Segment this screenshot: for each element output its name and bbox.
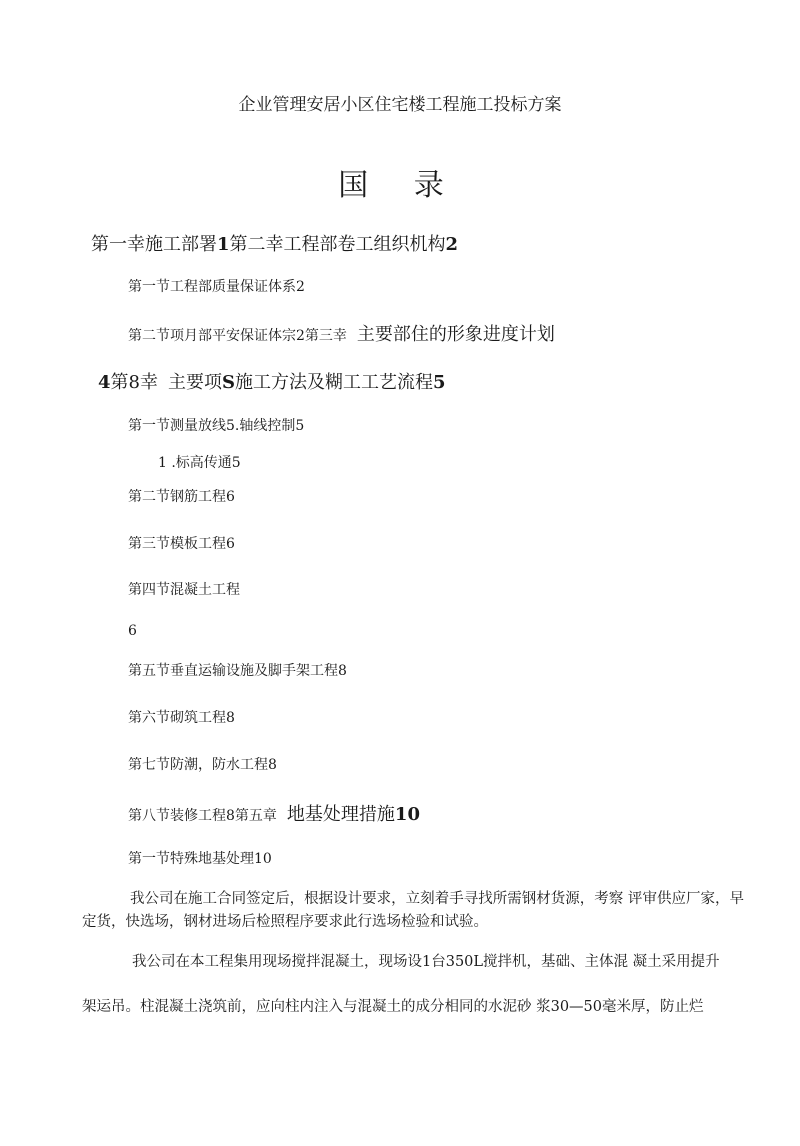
body-paragraph-steel: 我公司在施工合同签定后，根据设计要求，立刻着手寻找所需钢材货源，考察 评审供应厂家，早定货，快选场，钢材进场后检照程序要求此行选场检验和试验。 [82, 891, 744, 930]
toc-line-section: 第一节特殊地基处理10 [128, 851, 272, 867]
toc-chapter-4-title-a: 主要项 [167, 372, 222, 393]
toc-line-subsection: 1 .标高传通5 [158, 455, 241, 471]
toc-heading: 国 录 [338, 168, 462, 203]
toc-line-section: 第一节工程部质量保证体系2 [128, 279, 305, 295]
toc-line-section: 第七节防潮，防水工程8 [128, 757, 277, 773]
toc-line-section: 第一节测量放线5.轴线控制5 [128, 418, 305, 434]
toc-chapter-5-title: 地基处理措施 [286, 804, 395, 825]
toc-line-section: 第六节砌筑工程8 [128, 710, 235, 726]
toc-chapter-4-label: 第8幸 [110, 372, 158, 393]
body-paragraph-column: 架运吊。柱混凝土浇筑前，应向柱内注入与混凝土的成分相同的水泥砂 浆30—50毫米厚，防止烂 [82, 999, 704, 1015]
toc-line-section: 第三节模板工程6 [128, 536, 235, 552]
toc-chapter-1-page: 1 [217, 234, 230, 255]
body-paragraph-concrete: 我公司在本工程集用现场搅拌混凝土，现场设1台350L搅拌机，基础、主体混 凝土采用提升 [132, 954, 720, 970]
toc-line-section: 第二节钢筋工程6 [128, 489, 235, 505]
toc-line-page-number: 6 [128, 623, 137, 639]
toc-chapter-4-page: 5 [432, 372, 446, 393]
document-title: 企业管理安居小区住宅楼工程施工投标方案 [238, 95, 562, 115]
toc-section-text: 第八节装修工程8第五章 [128, 808, 277, 824]
toc-chapter-5-page: 10 [394, 804, 420, 825]
toc-section-text: 第二节项月部平安保证体宗2第三幸 [128, 328, 347, 344]
toc-line-chapter-4 [98, 368, 446, 394]
toc-chapter-1-title: 第一幸施工部署 [91, 234, 217, 255]
toc-line-chapter-1-2 [91, 230, 458, 256]
toc-line-section-chapter-3 [128, 320, 555, 346]
toc-chapter-4-title-c: 施工方法及糊工工艺流程 [234, 372, 433, 393]
toc-chapter-3-page: 4 [98, 372, 111, 393]
toc-chapter-2-page: 2 [445, 234, 459, 255]
toc-line-section-chapter-5 [128, 800, 420, 826]
toc-chapter-3-title: 主要部住的形象进度计划 [356, 324, 555, 345]
toc-line-section: 第四节混凝土工程 [128, 582, 240, 598]
toc-chapter-2-title: 第二幸工程部卷工组织机构 [229, 234, 446, 255]
toc-line-section: 第五节垂直运输设施及脚手架工程8 [128, 663, 347, 679]
toc-chapter-4-title-b: S [221, 372, 235, 393]
